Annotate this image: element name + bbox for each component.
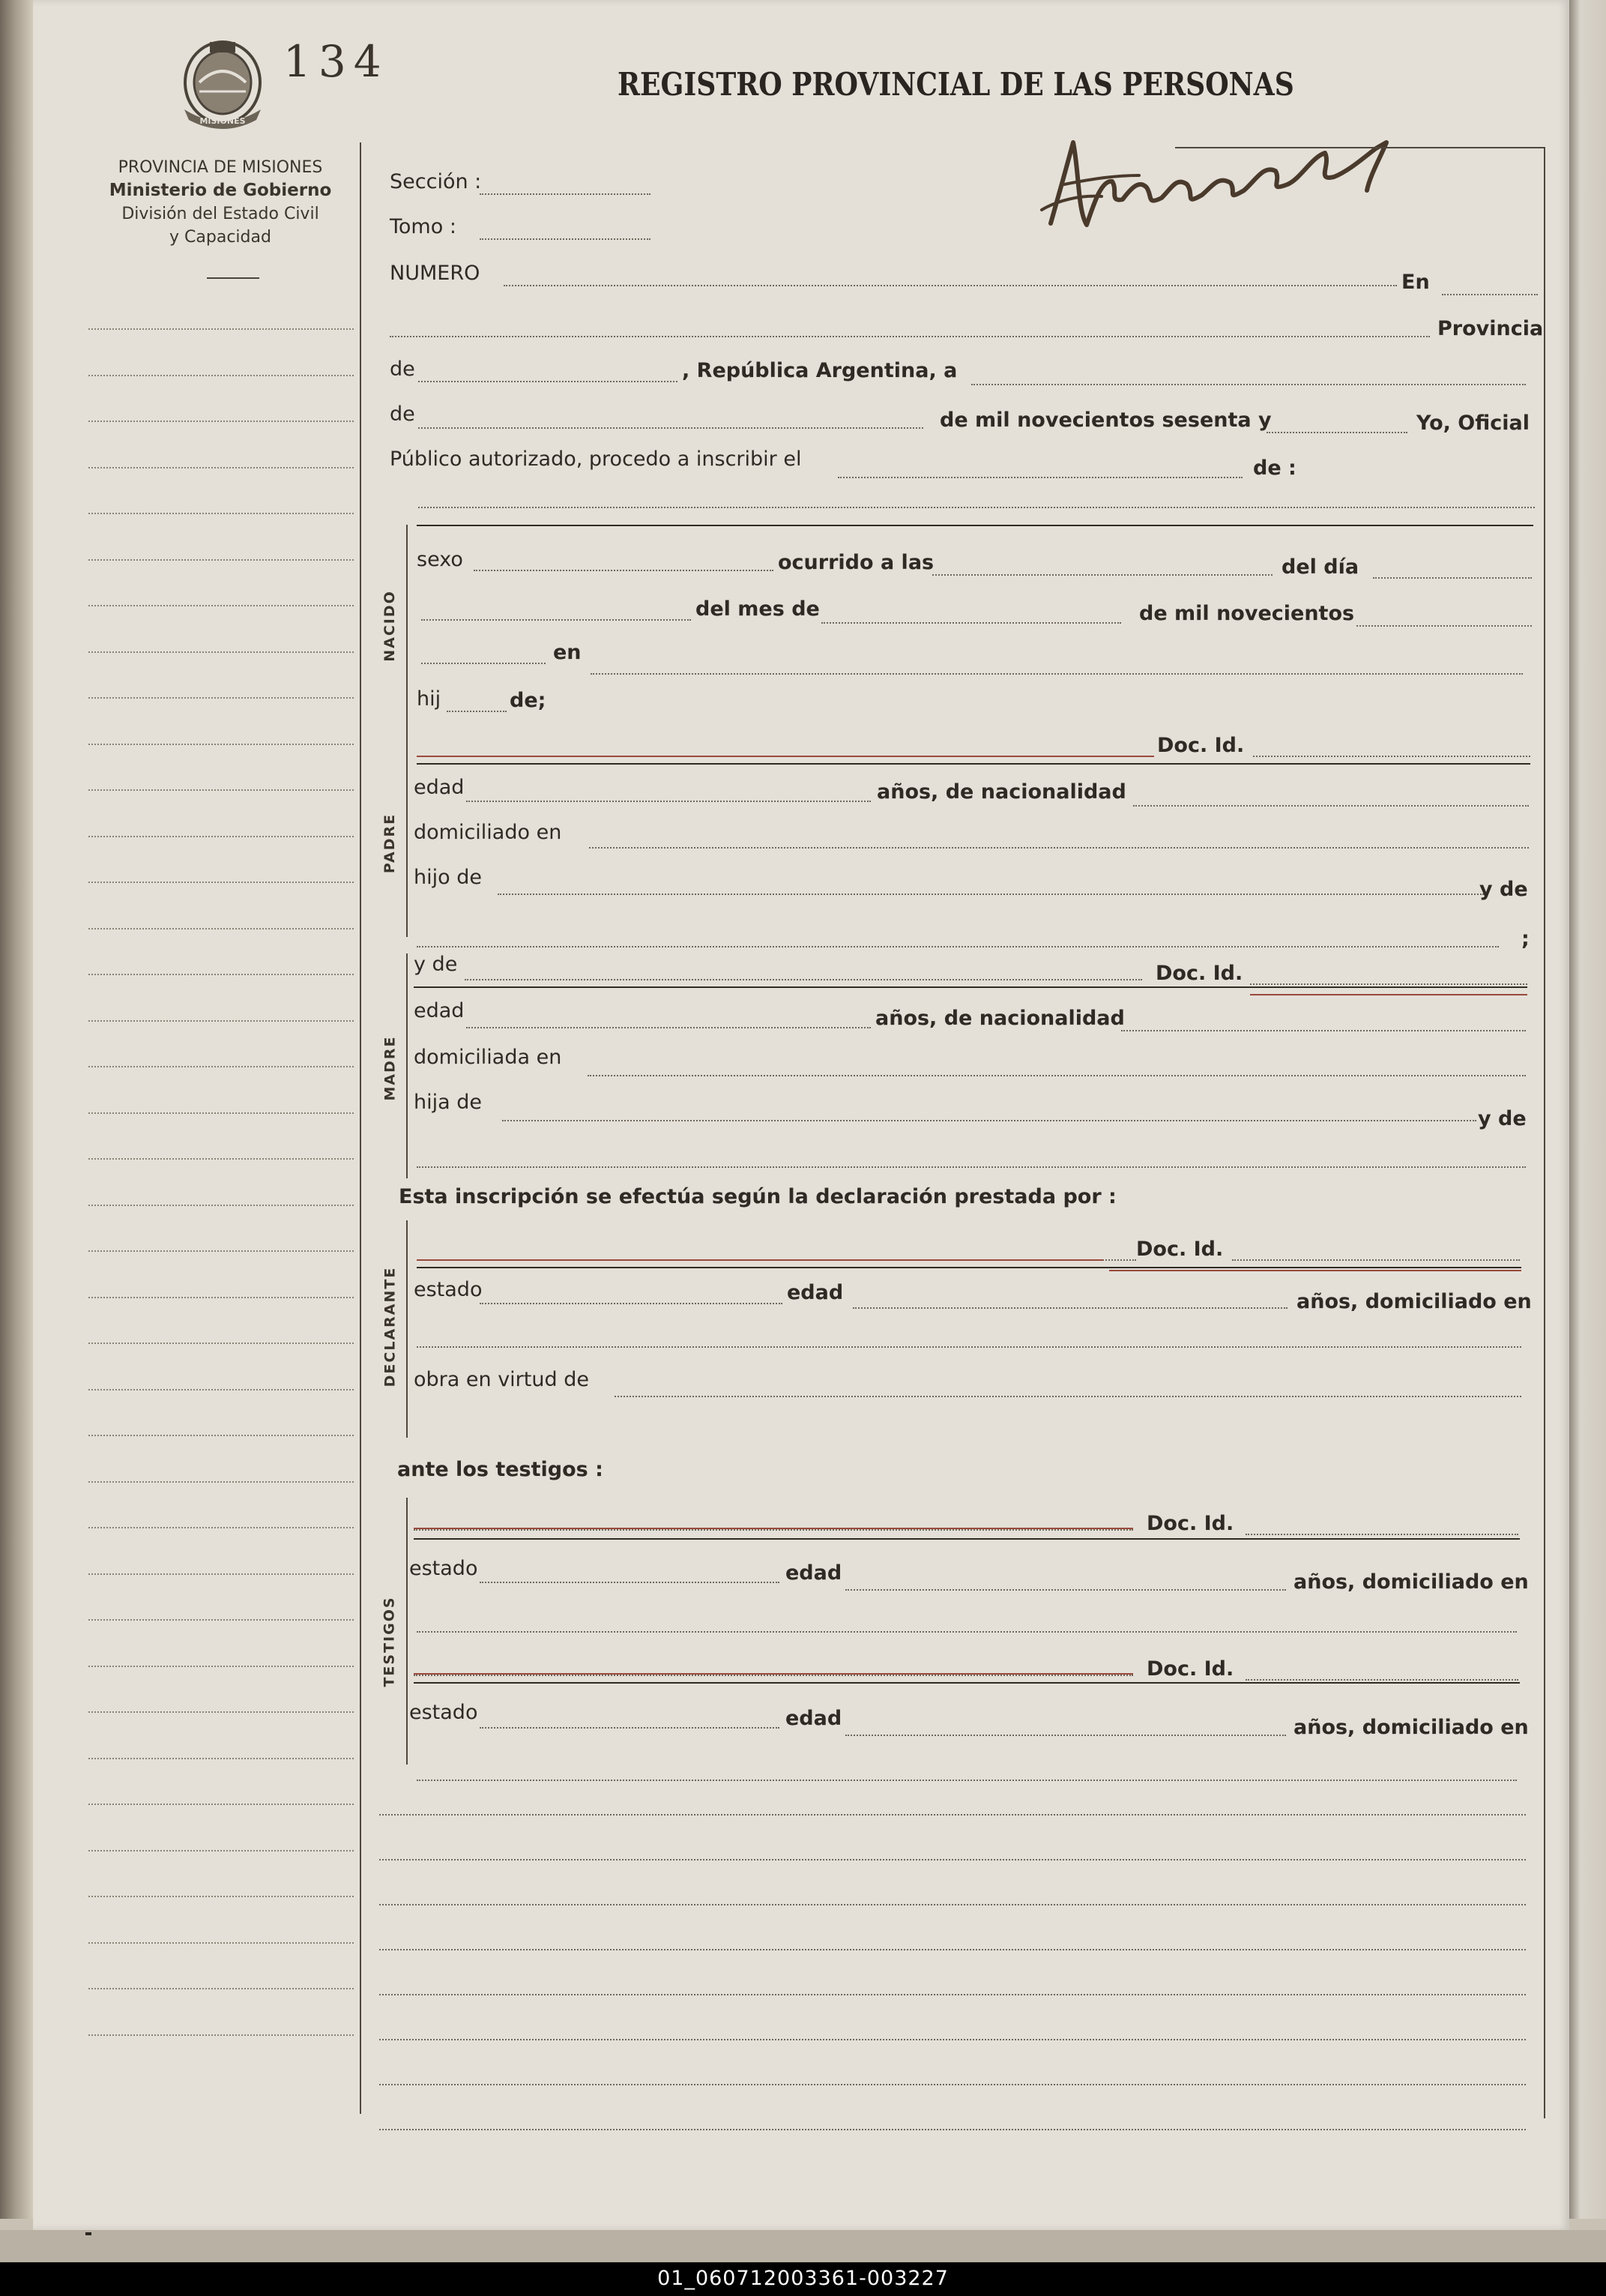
publico-label: Público autorizado, procedo a inscribir el bbox=[390, 448, 802, 471]
margin-ruled-line[interactable] bbox=[88, 1896, 354, 1897]
mil-sesenta-label: de mil novecientos sesenta y bbox=[940, 409, 1272, 432]
margin-ruled-line[interactable] bbox=[88, 559, 354, 561]
margin-ruled-line[interactable] bbox=[88, 1020, 354, 1022]
madre-nacionalidad-field[interactable] bbox=[1121, 1030, 1526, 1031]
padre-edad-label: edad bbox=[414, 776, 465, 799]
tomo-field[interactable] bbox=[480, 238, 650, 240]
testigo2-domicilio-label: años, domiciliado en bbox=[1293, 1716, 1529, 1739]
padre-y-de-label: y de bbox=[1479, 878, 1528, 901]
declarante-obra-label: obra en virtud de bbox=[414, 1368, 589, 1391]
padre-padre-field[interactable] bbox=[498, 894, 1484, 895]
margin-ruled-line[interactable] bbox=[88, 1758, 354, 1759]
agency-capacity: y Capacidad bbox=[169, 228, 271, 247]
padre-doc-label: Doc. Id. bbox=[1157, 734, 1245, 757]
observation-line[interactable] bbox=[379, 1814, 1526, 1816]
del-mes-label: del mes de bbox=[695, 597, 820, 621]
testigo1-estado-label: estado bbox=[409, 1557, 478, 1580]
padre-doc-field[interactable] bbox=[1253, 756, 1530, 757]
numero-field[interactable] bbox=[504, 285, 1397, 286]
observation-line[interactable] bbox=[379, 2084, 1526, 2085]
header-rule bbox=[1175, 147, 1545, 148]
observation-line[interactable] bbox=[379, 2129, 1526, 2130]
yo-oficial-label: Yo, Oficial bbox=[1416, 412, 1530, 435]
margin-ruled-line[interactable] bbox=[88, 1389, 354, 1390]
ocurrido-label: ocurrido a las bbox=[778, 551, 935, 574]
margin-ruled-line[interactable] bbox=[88, 1158, 354, 1160]
de-colon-label: de : bbox=[1253, 457, 1296, 480]
madre-y-de-label: y de bbox=[414, 953, 458, 976]
province-name-field[interactable] bbox=[418, 381, 677, 382]
margin-ruled-line[interactable] bbox=[88, 928, 354, 929]
seccion-label: Sección : bbox=[390, 170, 482, 193]
testigo1-estado-field[interactable] bbox=[480, 1582, 779, 1583]
madre-nacionalidad-label: años, de nacionalidad bbox=[875, 1007, 1125, 1030]
declarante-domicilio-label: años, domiciliado en bbox=[1296, 1290, 1532, 1313]
testigo1-doc-field[interactable] bbox=[1246, 1534, 1518, 1535]
agency-province: PROVINCIA DE MISIONES bbox=[118, 158, 323, 177]
madre-edad-label: edad bbox=[414, 999, 465, 1022]
right-rule bbox=[1544, 147, 1545, 2118]
en-field[interactable] bbox=[1442, 294, 1538, 295]
numero-label: NUMERO bbox=[390, 262, 480, 285]
testigo1-rule bbox=[414, 1538, 1520, 1540]
testigo1-name-field[interactable] bbox=[414, 1529, 1133, 1531]
provincial-emblem-icon bbox=[177, 37, 268, 133]
testigos-bar bbox=[406, 1498, 408, 1765]
testigo2-doc-label: Doc. Id. bbox=[1147, 1657, 1234, 1681]
margin-ruled-line[interactable] bbox=[88, 1988, 354, 1989]
testigo1-doc-label: Doc. Id. bbox=[1147, 1512, 1234, 1535]
madre-padre-field[interactable] bbox=[502, 1120, 1476, 1121]
testigo1-name-underline bbox=[414, 1528, 1133, 1529]
madre-name-field[interactable] bbox=[465, 979, 1142, 980]
testigo2-domicilio-field[interactable] bbox=[417, 1780, 1517, 1781]
margin-ruled-line[interactable] bbox=[88, 1112, 354, 1114]
testigo2-edad-field[interactable] bbox=[845, 1735, 1286, 1736]
padre-section-label: PADRE bbox=[381, 813, 398, 874]
madre-section-label: MADRE bbox=[381, 1035, 398, 1101]
margin-ruled-line[interactable] bbox=[88, 1250, 354, 1252]
margin-ruled-line[interactable] bbox=[88, 328, 354, 330]
padre-nacionalidad-field[interactable] bbox=[1133, 805, 1529, 807]
mil-novecientos-label: de mil novecientos bbox=[1139, 602, 1355, 625]
declarante-intro: Esta inscripción se efectúa según la declaración prestada por : bbox=[399, 1185, 1117, 1208]
observation-line[interactable] bbox=[379, 1904, 1526, 1905]
inscription-type-field[interactable] bbox=[838, 477, 1243, 478]
del-dia-label: del día bbox=[1282, 555, 1359, 579]
madre-domicilio-field[interactable] bbox=[588, 1075, 1526, 1076]
tomo-label: Tomo : bbox=[390, 215, 456, 238]
testigo1-domicilio-label: años, domiciliado en bbox=[1293, 1570, 1529, 1594]
observation-line[interactable] bbox=[379, 2039, 1526, 2040]
testigo2-estado-field[interactable] bbox=[480, 1727, 779, 1729]
signature-mark bbox=[1034, 112, 1401, 244]
testigo2-rule bbox=[414, 1682, 1520, 1684]
margin-ruled-line[interactable] bbox=[88, 1481, 354, 1483]
observation-line[interactable] bbox=[379, 1859, 1526, 1860]
mes-field[interactable] bbox=[821, 622, 1121, 624]
seccion-field[interactable] bbox=[480, 193, 650, 195]
declarante-edad-label: edad bbox=[787, 1281, 844, 1304]
year-field[interactable] bbox=[1267, 432, 1407, 433]
madre-edad-field[interactable] bbox=[466, 1027, 871, 1028]
margin-ruled-line[interactable] bbox=[88, 836, 354, 837]
padre-hijo-de-label: hijo de bbox=[414, 866, 482, 889]
margin-ruled-line[interactable] bbox=[88, 1942, 354, 1944]
book-binding-edge bbox=[0, 0, 33, 2219]
margin-ruled-line[interactable] bbox=[88, 605, 354, 606]
hij-suffix-field[interactable] bbox=[447, 711, 507, 712]
margin-ruled-line[interactable] bbox=[88, 789, 354, 791]
declarante-domicilio-field[interactable] bbox=[417, 1346, 1521, 1348]
nacido-day-field[interactable] bbox=[421, 619, 691, 621]
padre-rule bbox=[417, 763, 1530, 765]
madre-doc-field[interactable] bbox=[1250, 983, 1527, 985]
intro-extra-field[interactable] bbox=[418, 507, 1535, 508]
declarante-section-label: DECLARANTE bbox=[381, 1266, 398, 1387]
provincia-label: Provincia bbox=[1437, 317, 1544, 340]
padre-domicilio-label: domiciliado en bbox=[414, 821, 562, 844]
testigo2-doc-field[interactable] bbox=[1246, 1679, 1518, 1681]
declarante-rule bbox=[417, 1267, 1521, 1268]
dia-field[interactable] bbox=[1373, 577, 1532, 579]
republica-label: , República Argentina, a bbox=[682, 359, 958, 382]
testigos-section-label: TESTIGOS bbox=[381, 1596, 398, 1687]
hora-field[interactable] bbox=[932, 574, 1273, 576]
agency-ministry: Ministerio de Gobierno bbox=[109, 181, 332, 200]
declarante-bar bbox=[406, 1220, 408, 1438]
padre-bar bbox=[406, 727, 408, 937]
testigo2-name-underline bbox=[414, 1673, 1133, 1675]
madre-domicilio-label: domiciliada en bbox=[414, 1046, 562, 1069]
page-mark bbox=[85, 2232, 91, 2235]
padre-semicolon: ; bbox=[1521, 927, 1530, 950]
nacido-top-rule bbox=[417, 525, 1533, 526]
hij-label: hij bbox=[417, 687, 441, 711]
margin-ruled-line[interactable] bbox=[88, 421, 354, 422]
margin-ruled-line[interactable] bbox=[88, 1850, 354, 1851]
declarante-estado-label: estado bbox=[414, 1278, 483, 1301]
hij-de-label: de; bbox=[510, 689, 546, 712]
testigos-intro: ante los testigos : bbox=[397, 1458, 603, 1481]
padre-name-underline bbox=[417, 756, 1154, 757]
margin-ruled-line[interactable] bbox=[88, 375, 354, 376]
margin-ruled-line[interactable] bbox=[88, 697, 354, 699]
margin-ruled-line[interactable] bbox=[88, 1573, 354, 1575]
padre-nacionalidad-label: años, de nacionalidad bbox=[877, 780, 1126, 804]
form-title: REGISTRO PROVINCIAL DE LAS PERSONAS bbox=[618, 66, 1294, 103]
margin-ruled-line[interactable] bbox=[88, 882, 354, 883]
margin-ruled-line[interactable] bbox=[88, 1297, 354, 1298]
margin-divider bbox=[360, 142, 361, 2114]
margin-ruled-line[interactable] bbox=[88, 467, 354, 468]
madre-bar bbox=[406, 953, 408, 1178]
madre-doc-underline bbox=[1250, 994, 1527, 995]
observation-line[interactable] bbox=[379, 1949, 1526, 1950]
testigo1-domicilio-field[interactable] bbox=[417, 1631, 1517, 1633]
declarante-doc-label: Doc. Id. bbox=[1136, 1238, 1224, 1261]
declarante-edad-field[interactable] bbox=[853, 1307, 1287, 1309]
testigo2-name-field[interactable] bbox=[414, 1675, 1133, 1676]
declarante-obra-field[interactable] bbox=[615, 1396, 1521, 1397]
lugar-nacimiento-field[interactable] bbox=[591, 673, 1523, 675]
madre-madre-field[interactable] bbox=[417, 1166, 1526, 1168]
madre-doc-label: Doc. Id. bbox=[1156, 962, 1243, 985]
margin-ruled-line[interactable] bbox=[88, 1804, 354, 1805]
nacido-bar bbox=[406, 525, 408, 727]
margin-ruled-line[interactable] bbox=[88, 513, 354, 514]
madre-y-de-label-2: y de bbox=[1478, 1107, 1527, 1130]
padre-domicilio-field[interactable] bbox=[589, 847, 1529, 849]
place-field[interactable] bbox=[390, 336, 1430, 337]
testigo2-estado-label: estado bbox=[409, 1701, 478, 1724]
padre-madre-field[interactable] bbox=[417, 946, 1499, 947]
date-month-field[interactable] bbox=[418, 427, 923, 429]
declarante-estado-field[interactable] bbox=[480, 1303, 782, 1304]
date-day-field[interactable] bbox=[971, 384, 1526, 385]
agency-block bbox=[78, 156, 363, 249]
de-label-1: de bbox=[390, 358, 415, 381]
testigo2-edad-label: edad bbox=[785, 1707, 842, 1730]
madre-hija-de-label: hija de bbox=[414, 1091, 482, 1114]
testigo1-edad-label: edad bbox=[785, 1561, 842, 1585]
margin-ruled-line[interactable] bbox=[88, 651, 354, 653]
sexo-field[interactable] bbox=[474, 570, 773, 571]
margin-ruled-line[interactable] bbox=[88, 1666, 354, 1667]
declarante-doc-field[interactable] bbox=[1232, 1259, 1520, 1261]
margin-ruled-line[interactable] bbox=[88, 1711, 354, 1713]
agency-division: División del Estado Civil bbox=[121, 205, 319, 223]
image-caption: 01_060712003361-003227 bbox=[657, 2267, 949, 2290]
padre-edad-field[interactable] bbox=[466, 801, 871, 802]
margin-ruled-line[interactable] bbox=[88, 2034, 354, 2036]
declarante-name-underline bbox=[417, 1259, 1103, 1261]
nacido-year-field[interactable] bbox=[421, 663, 546, 664]
margin-ruled-line[interactable] bbox=[88, 1205, 354, 1206]
en-label-nacido: en bbox=[553, 641, 582, 664]
declarante-doc-underline bbox=[1109, 1270, 1521, 1271]
margin-ruled-line[interactable] bbox=[88, 1527, 354, 1528]
bottom-page-edge bbox=[0, 2230, 1606, 2262]
margin-ruled-line[interactable] bbox=[88, 1066, 354, 1067]
anio-field[interactable] bbox=[1356, 625, 1532, 627]
adjacent-page-edge bbox=[1569, 0, 1606, 2219]
margin-ruled-line[interactable] bbox=[88, 974, 354, 975]
sexo-label: sexo bbox=[417, 548, 463, 571]
observation-line[interactable] bbox=[379, 1994, 1526, 1995]
margin-ruled-line[interactable] bbox=[88, 744, 354, 745]
testigo1-edad-field[interactable] bbox=[845, 1589, 1286, 1591]
agency-rule bbox=[207, 277, 259, 279]
margin-ruled-line[interactable] bbox=[88, 1343, 354, 1344]
en-label: En bbox=[1401, 271, 1430, 294]
nacido-section-label: NACIDO bbox=[381, 590, 399, 662]
de-label-2: de bbox=[390, 403, 415, 426]
margin-ruled-line[interactable] bbox=[88, 1619, 354, 1621]
folio-number: 134 bbox=[283, 36, 389, 87]
emblem-text: MISIONES bbox=[199, 116, 246, 126]
madre-rule bbox=[414, 986, 1527, 988]
margin-ruled-line[interactable] bbox=[88, 1435, 354, 1436]
